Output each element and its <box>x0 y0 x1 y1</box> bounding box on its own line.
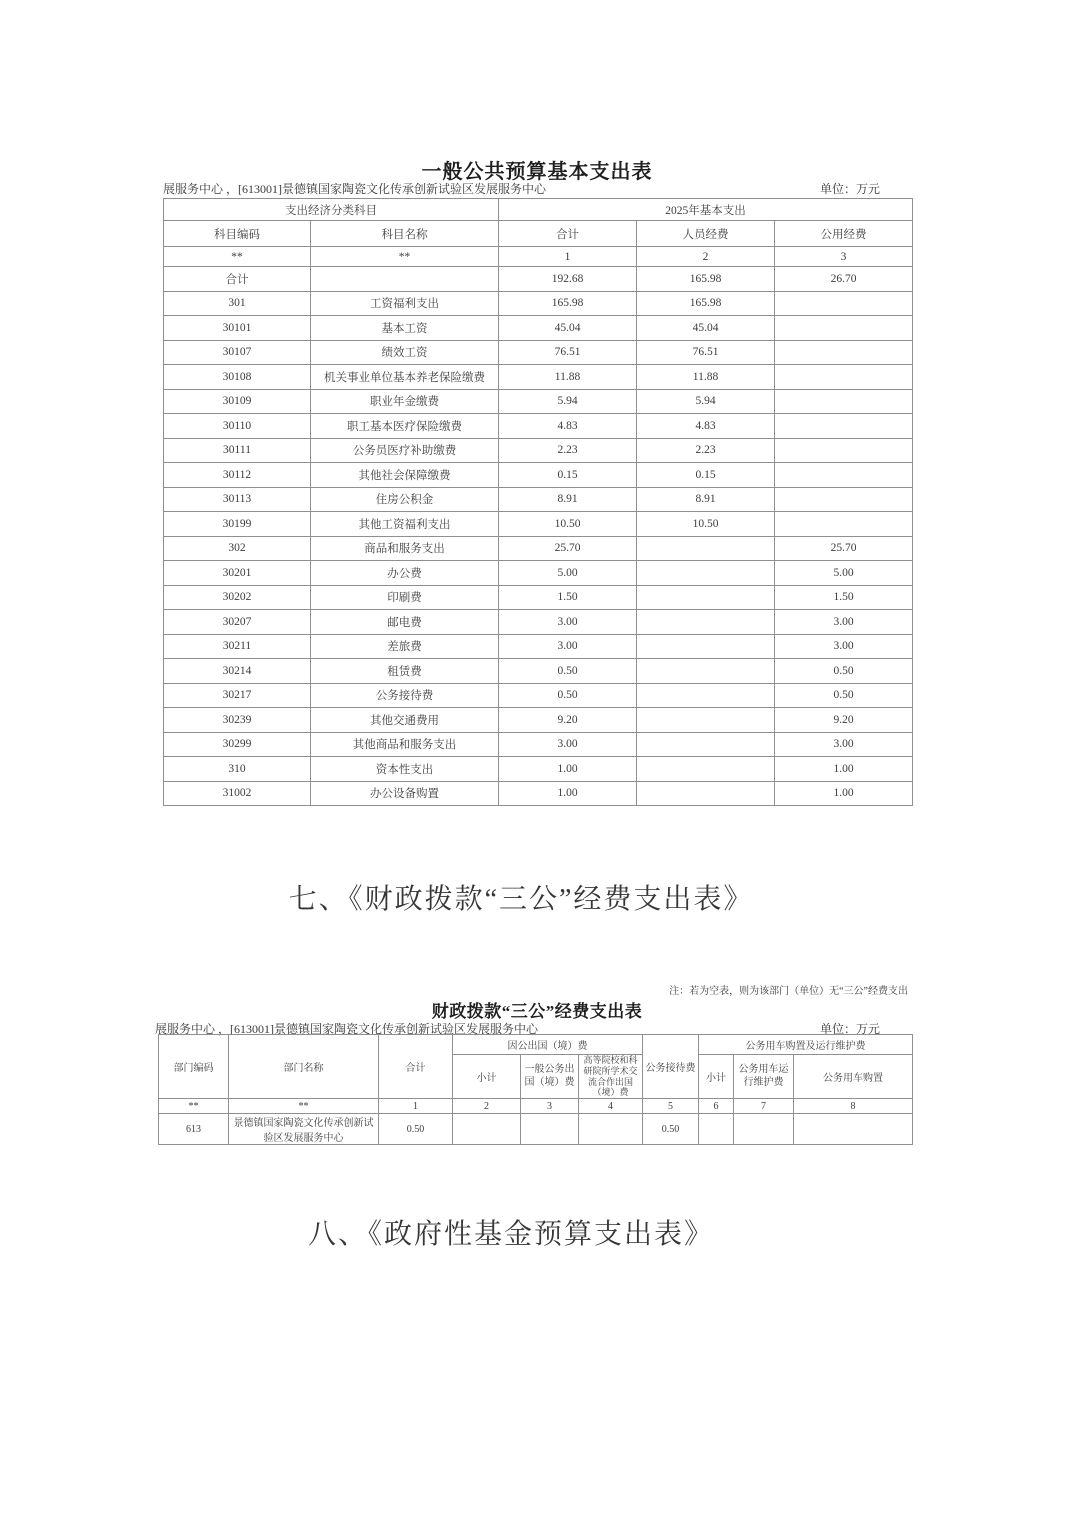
table-cell <box>775 316 913 341</box>
table-cell: 30202 <box>164 585 311 610</box>
t2-col-total: 合计 <box>379 1035 453 1099</box>
table-cell <box>775 463 913 488</box>
three-public-funds-table <box>158 1034 913 1145</box>
table-cell <box>637 561 775 586</box>
t1-col-public: 公用经费 <box>775 221 913 247</box>
t2-code-cell: 5 <box>643 1099 699 1114</box>
table-cell <box>637 610 775 635</box>
table-cell <box>637 781 775 806</box>
table-cell <box>775 291 913 316</box>
table-cell: 1.00 <box>775 781 913 806</box>
t2-code-cell: 1 <box>379 1099 453 1114</box>
table-cell: 印刷费 <box>311 585 499 610</box>
table-cell <box>637 585 775 610</box>
t2-group-header-row <box>159 1035 913 1055</box>
table-cell: 商品和服务支出 <box>311 536 499 561</box>
table2-note: 注：若为空表，则为该部门（单位）无“三公”经费支出 <box>669 986 908 997</box>
t1-column-header-row <box>164 221 913 247</box>
table-cell: 1.00 <box>499 781 637 806</box>
table-cell: 3.00 <box>775 610 913 635</box>
table-cell: 45.04 <box>499 316 637 341</box>
table-cell: 差旅费 <box>311 634 499 659</box>
table-cell: 公务员医疗补助缴费 <box>311 438 499 463</box>
table-cell: 0.50 <box>499 659 637 684</box>
table-cell: 0.50 <box>643 1114 699 1145</box>
table-cell: 0.50 <box>379 1114 453 1145</box>
table-cell: 0.50 <box>775 659 913 684</box>
t2-col-abroad-subtotal: 小计 <box>453 1055 521 1099</box>
table-cell: 30199 <box>164 512 311 537</box>
table-row <box>164 414 913 439</box>
table-cell: 公务接待费 <box>311 683 499 708</box>
table-cell: 3.00 <box>499 732 637 757</box>
table-row <box>164 365 913 390</box>
table-cell: 其他商品和服务支出 <box>311 732 499 757</box>
table-row <box>164 634 913 659</box>
table-cell <box>775 340 913 365</box>
table2-title: 财政拨款“三公”经费支出表 <box>431 1002 643 1021</box>
t2-col-abroad-academic: 高等院校和科研院所学术交流合作出国（境）费 <box>579 1055 643 1099</box>
table-cell: 9.20 <box>775 708 913 733</box>
table-cell <box>311 267 499 292</box>
table-cell: 1.00 <box>775 757 913 782</box>
table-cell: 30214 <box>164 659 311 684</box>
t2-code-cell: 8 <box>794 1099 913 1114</box>
table-row <box>164 291 913 316</box>
table-cell: 邮电费 <box>311 610 499 635</box>
table-cell: 10.50 <box>499 512 637 537</box>
t1-col-subject-name: 科目名称 <box>311 221 499 247</box>
table-cell: 165.98 <box>637 291 775 316</box>
table-cell: 30108 <box>164 365 311 390</box>
table-cell: 职业年金缴费 <box>311 389 499 414</box>
table-cell: 30111 <box>164 438 311 463</box>
table1-title: 一般公共预算基本支出表 <box>421 161 653 183</box>
table-cell <box>521 1114 579 1145</box>
t2-group-vehicle: 公务用车购置及运行维护费 <box>699 1035 913 1055</box>
table-cell <box>775 487 913 512</box>
table-cell: 5.00 <box>499 561 637 586</box>
t1-group-basic-expenditure: 2025年基本支出 <box>499 199 913 221</box>
t2-code-cell: 2 <box>453 1099 521 1114</box>
t1-code-cell: 2 <box>637 247 775 267</box>
table-row <box>164 757 913 782</box>
table-row <box>164 463 913 488</box>
table-row <box>164 585 913 610</box>
table-cell <box>637 659 775 684</box>
table-row <box>164 316 913 341</box>
table-cell: 30101 <box>164 316 311 341</box>
t2-code-cell: 3 <box>521 1099 579 1114</box>
table-cell: 25.70 <box>499 536 637 561</box>
table-cell: 31002 <box>164 781 311 806</box>
table-cell <box>637 634 775 659</box>
table-cell <box>453 1114 521 1145</box>
t1-code-cell: 1 <box>499 247 637 267</box>
table-cell: 8.91 <box>499 487 637 512</box>
table-cell: 租赁费 <box>311 659 499 684</box>
t2-col-dept-code: 部门编码 <box>159 1035 229 1099</box>
t1-col-total: 合计 <box>499 221 637 247</box>
table-cell: 绩效工资 <box>311 340 499 365</box>
table-cell <box>699 1114 734 1145</box>
table-cell: 30110 <box>164 414 311 439</box>
table-cell <box>637 708 775 733</box>
table-cell: 25.70 <box>775 536 913 561</box>
table-cell: 3.00 <box>775 634 913 659</box>
table-cell: 5.94 <box>499 389 637 414</box>
table1-unit-label: 单位：万元 <box>819 182 880 196</box>
table-row <box>164 610 913 635</box>
table-cell: 76.51 <box>499 340 637 365</box>
table-row <box>164 487 913 512</box>
t2-code-cell: 7 <box>734 1099 794 1114</box>
table-cell: 0.15 <box>637 463 775 488</box>
t2-col-reception: 公务接待费 <box>643 1035 699 1099</box>
table-cell: 其他工资福利支出 <box>311 512 499 537</box>
table-cell: 192.68 <box>499 267 637 292</box>
t1-col-subject-code: 科目编码 <box>164 221 311 247</box>
table-cell: 30107 <box>164 340 311 365</box>
table-row <box>164 438 913 463</box>
t2-code-cell: ** <box>229 1099 379 1114</box>
table-cell: 资本性支出 <box>311 757 499 782</box>
t2-code-cell: 6 <box>699 1099 734 1114</box>
table-cell: 2.23 <box>499 438 637 463</box>
table-cell: 5.94 <box>637 389 775 414</box>
table-cell <box>734 1114 794 1145</box>
table-cell: 301 <box>164 291 311 316</box>
table-cell: 9.20 <box>499 708 637 733</box>
t2-col-dept-name: 部门名称 <box>229 1035 379 1099</box>
table-row <box>164 340 913 365</box>
table-row <box>164 561 913 586</box>
table-cell: 26.70 <box>775 267 913 292</box>
table-cell: 30217 <box>164 683 311 708</box>
table1-org-line: 展服务中心 ，[613001]景德镇国家陶瓷文化传承创新试验区发展服务中心 <box>163 182 546 196</box>
t1-code-row <box>164 247 913 267</box>
t1-group-header-row <box>164 199 913 221</box>
table-cell <box>775 389 913 414</box>
section7-heading: 七、《财政拨款“三公”经费支出表》 <box>288 884 754 915</box>
table-row <box>164 536 913 561</box>
t1-code-cell: ** <box>311 247 499 267</box>
table-cell: 45.04 <box>637 316 775 341</box>
table-row <box>164 267 913 292</box>
table-cell: 613 <box>159 1114 229 1145</box>
table-cell: 1.50 <box>499 585 637 610</box>
table-row <box>164 708 913 733</box>
table-cell: 办公费 <box>311 561 499 586</box>
table-cell: 11.88 <box>499 365 637 390</box>
table-cell: 30207 <box>164 610 311 635</box>
table-cell: 10.50 <box>637 512 775 537</box>
table-cell: 4.83 <box>499 414 637 439</box>
table-cell: 3.00 <box>775 732 913 757</box>
table-cell: 30299 <box>164 732 311 757</box>
table-cell <box>637 536 775 561</box>
table-cell: 5.00 <box>775 561 913 586</box>
table-cell <box>794 1114 913 1145</box>
table-cell: 住房公积金 <box>311 487 499 512</box>
table-row <box>164 512 913 537</box>
table-cell: 2.23 <box>637 438 775 463</box>
table-cell: 4.83 <box>637 414 775 439</box>
table-cell: 165.98 <box>637 267 775 292</box>
table-row <box>164 389 913 414</box>
table-row <box>164 683 913 708</box>
table-cell: 1.50 <box>775 585 913 610</box>
table-cell <box>775 414 913 439</box>
table-cell: 景德镇国家陶瓷文化传承创新试验区发展服务中心 <box>229 1114 379 1145</box>
table-cell: 302 <box>164 536 311 561</box>
table-cell: 0.50 <box>775 683 913 708</box>
table-cell: 76.51 <box>637 340 775 365</box>
table2-unit-label: 单位：万元 <box>819 1022 880 1036</box>
table-cell: 0.50 <box>499 683 637 708</box>
table-row <box>164 781 913 806</box>
t2-code-cell: ** <box>159 1099 229 1114</box>
t2-code-cell: 4 <box>579 1099 643 1114</box>
table-cell <box>775 512 913 537</box>
table-cell <box>637 683 775 708</box>
t2-col-vehicle-purchase: 公务用车购置 <box>794 1055 913 1099</box>
table-cell: 30109 <box>164 389 311 414</box>
t2-col-abroad-general: 一般公务出国（境）费 <box>521 1055 579 1099</box>
table-cell: 8.91 <box>637 487 775 512</box>
table-cell: 30201 <box>164 561 311 586</box>
table-cell: 3.00 <box>499 610 637 635</box>
t1-group-subject: 支出经济分类科目 <box>164 199 499 221</box>
t2-col-vehicle-subtotal: 小计 <box>699 1055 734 1099</box>
table-cell: 30239 <box>164 708 311 733</box>
table-row <box>164 732 913 757</box>
table-cell: 合计 <box>164 267 311 292</box>
table-cell: 职工基本医疗保险缴费 <box>311 414 499 439</box>
table-cell: 其他交通费用 <box>311 708 499 733</box>
table-cell: 30211 <box>164 634 311 659</box>
table-cell <box>775 365 913 390</box>
t2-group-abroad: 因公出国（境）费 <box>453 1035 643 1055</box>
basic-expenditure-table <box>163 198 913 806</box>
t1-col-personnel: 人员经费 <box>637 221 775 247</box>
table-cell: 310 <box>164 757 311 782</box>
table-cell <box>775 438 913 463</box>
table-cell <box>637 732 775 757</box>
table-cell: 3.00 <box>499 634 637 659</box>
t1-code-cell: ** <box>164 247 311 267</box>
table-cell: 30112 <box>164 463 311 488</box>
table-cell: 机关事业单位基本养老保险缴费 <box>311 365 499 390</box>
table1-meta-line <box>163 180 912 197</box>
t2-code-row <box>159 1099 913 1114</box>
table-cell: 其他社会保障缴费 <box>311 463 499 488</box>
section8-heading: 八、《政府性基金预算支出表》 <box>307 1219 714 1250</box>
table-row <box>164 659 913 684</box>
table-row <box>159 1114 913 1145</box>
t1-code-cell: 3 <box>775 247 913 267</box>
table-cell: 1.00 <box>499 757 637 782</box>
table-cell: 0.15 <box>499 463 637 488</box>
table-cell: 工资福利支出 <box>311 291 499 316</box>
table-cell: 基本工资 <box>311 316 499 341</box>
table-cell: 11.88 <box>637 365 775 390</box>
table2-org-line: 展服务中心 ，[613001]景德镇国家陶瓷文化传承创新试验区发展服务中心 <box>155 1022 538 1036</box>
table-cell: 办公设备购置 <box>311 781 499 806</box>
table-cell <box>637 757 775 782</box>
table-cell: 30113 <box>164 487 311 512</box>
table-cell: 165.98 <box>499 291 637 316</box>
table-cell <box>579 1114 643 1145</box>
t2-col-vehicle-maintenance: 公务用车运行维护费 <box>734 1055 794 1099</box>
